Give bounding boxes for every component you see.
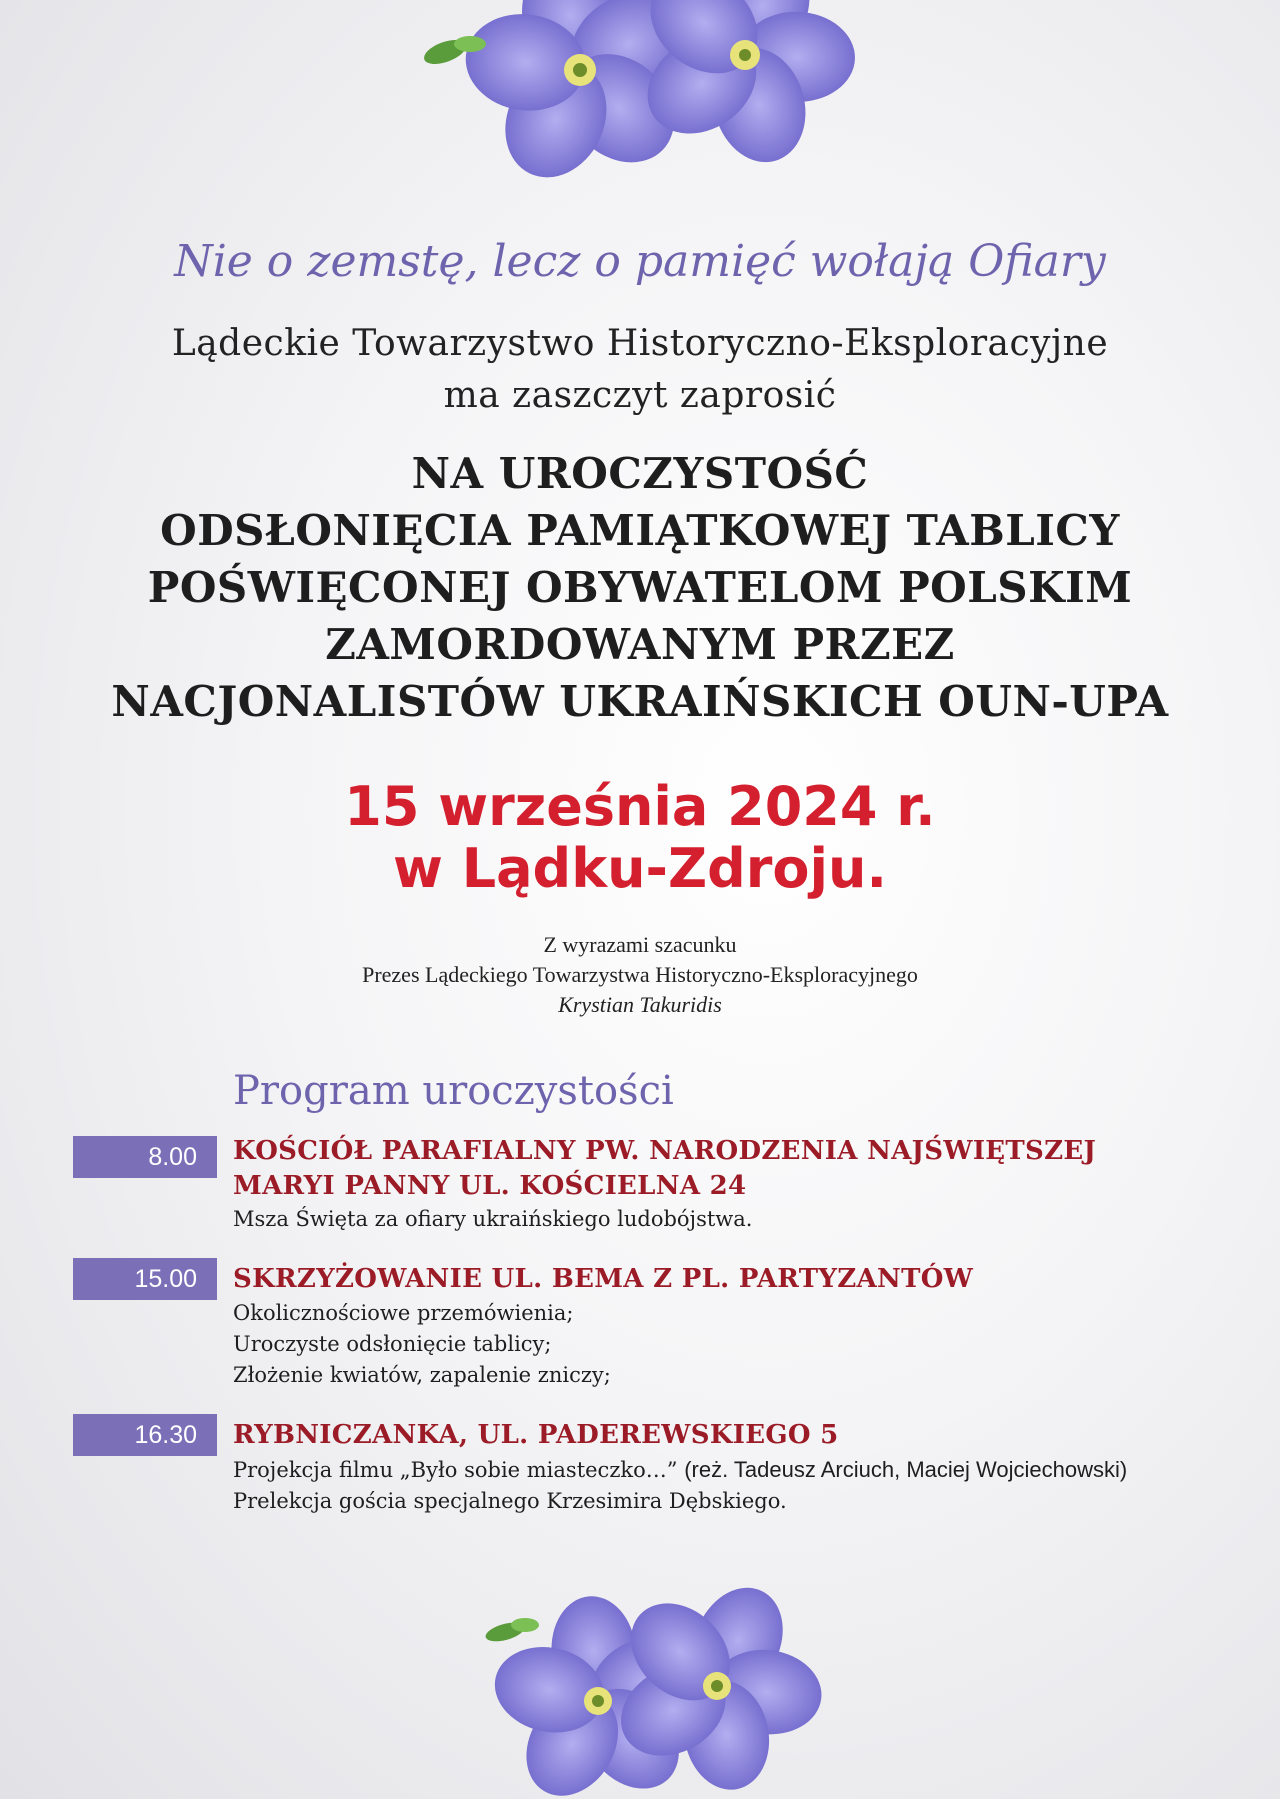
film-title: Projekcja filmu „Było sobie miasteczko…” (233, 1458, 678, 1482)
place-line: RYBNICZANKA, UL. PADEREWSKIEGO 5 (233, 1420, 839, 1450)
regards (0, 930, 1280, 1020)
description-line: Msza Święta za ofiary ukraińskiego ludobójstwa. (233, 1207, 753, 1231)
time-badge: 15.00 (73, 1258, 217, 1300)
place-line: SKRZYŻOWANIE UL. BEMA Z PL. PARTYZANTÓW (233, 1264, 974, 1294)
time-badge: 8.00 (73, 1136, 217, 1178)
description-line: Uroczyste odsłonięcie tablicy; (233, 1332, 552, 1356)
place (233, 1418, 839, 1453)
place (233, 1134, 1096, 1204)
motto: Nie o zemstę, lecz o pamięć wołają Ofiary (174, 236, 1106, 287)
place-line: KOŚCIÓŁ PARAFIALNY PW. NARODZENIA NAJŚWIĘTSZEJ (233, 1136, 1097, 1166)
headline-line: NA UROCZYSTOŚĆ (411, 449, 869, 498)
invitation-line: ma zaszczyt zaprosić (443, 375, 837, 416)
president-title: Prezes Lądeckiego Towarzystwa Historyczno-Eksploracyjnego (362, 962, 918, 987)
headline (0, 445, 1280, 730)
flax-flowers-top-icon (0, 0, 1280, 190)
society-name: Lądeckie Towarzystwo Historyczno-Eksploracyjne (171, 323, 1109, 364)
headline-line: POŚWIĘCONEJ OBYWATELOM POLSKIM (147, 563, 1133, 612)
program-title: Program uroczystości (233, 1068, 674, 1114)
description-line: Okolicznościowe przemówienia; (233, 1301, 574, 1325)
flax-flowers-bottom-icon (0, 1545, 1280, 1799)
description (233, 1454, 1127, 1517)
location-line: w Lądku-Zdroju. (393, 837, 887, 900)
description-line (233, 1454, 1127, 1486)
society-invitation (0, 318, 1280, 422)
regards-line: Z wyrazami szacunku (543, 932, 737, 957)
headline-line: NACJONALISTÓW UKRAIŃSKICH OUN-UPA (111, 677, 1169, 726)
place-line: MARYI PANNY UL. KOŚCIELNA 24 (233, 1171, 747, 1201)
film-credit: (reż. Tadeusz Arciuch, Maciej Wojciechowski) (684, 1457, 1128, 1482)
place (233, 1262, 973, 1297)
description-line: Złożenie kwiatów, zapalenie zniczy; (233, 1363, 611, 1387)
description (233, 1204, 752, 1235)
event-date (0, 776, 1280, 900)
description (233, 1298, 611, 1391)
time-badge: 16.30 (73, 1414, 217, 1456)
headline-line: ODSŁONIĘCIA PAMIĄTKOWEJ TABLICY (160, 506, 1120, 555)
headline-line: ZAMORDOWANYM PRZEZ (325, 620, 955, 669)
description-line: Prelekcja gościa specjalnego Krzesimira Dębskiego. (233, 1489, 787, 1513)
signer-name: Krystian Takuridis (558, 992, 722, 1017)
date-line: 15 września 2024 r. (344, 775, 936, 838)
